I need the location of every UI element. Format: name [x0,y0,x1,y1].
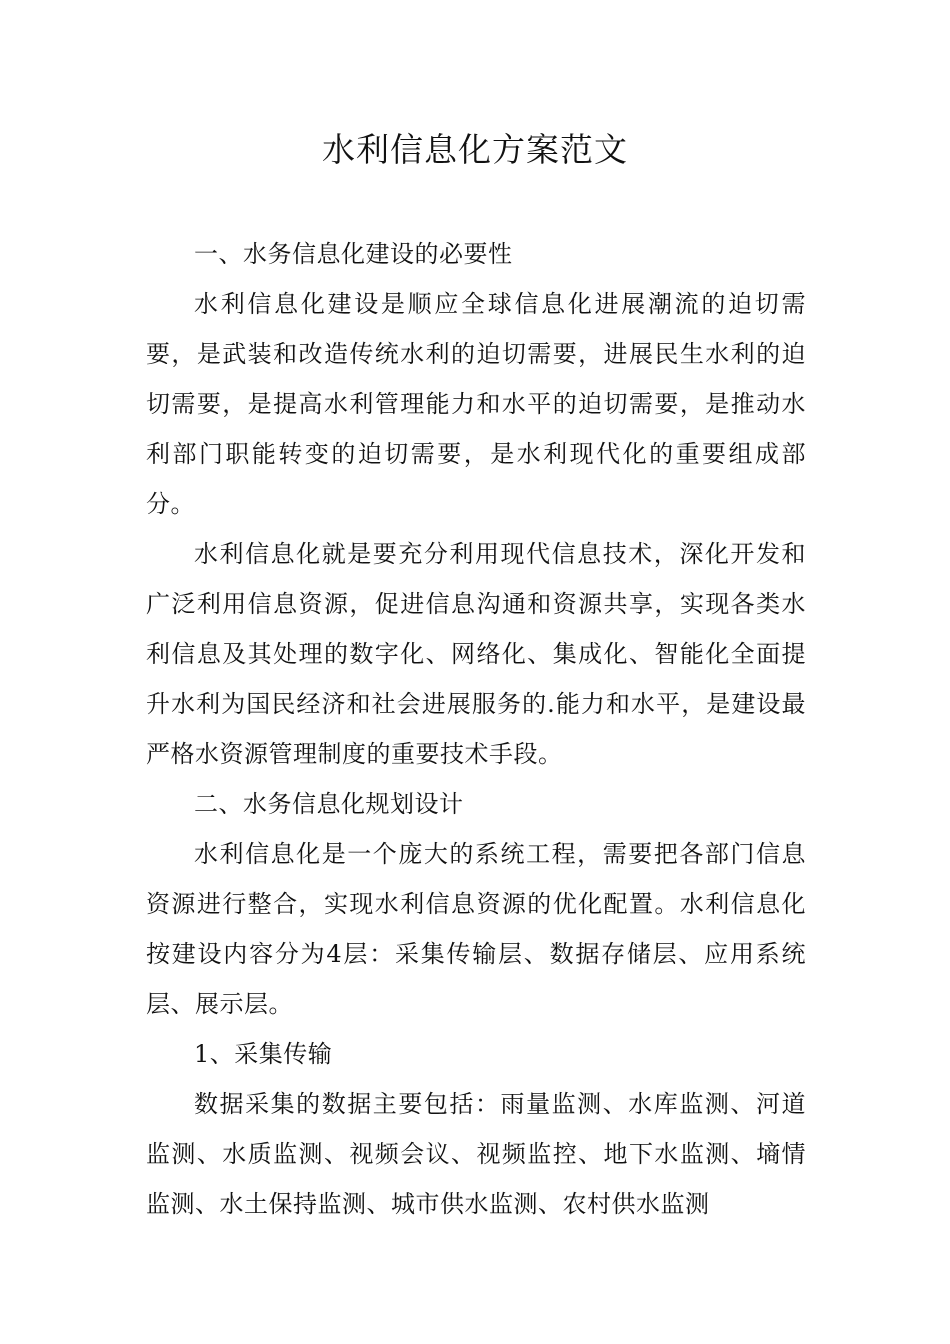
paragraph-data-collection: 数据采集的数据主要包括：雨量监测、水库监测、河道监测、水质监测、视频会议、视频监控、地下水监测、墒情监测、水土保持监测、城市供水监测、农村供水监测 [146,1090,806,1218]
subsection-heading-1: 1、采集传输 [194,1040,333,1068]
paragraph-layers: 水利信息化是一个庞大的系统工程，需要把各部门信息资源进行整合，实现水利信息资源的优化配置。水利信息化按建设内容分为4层：采集传输层、数据存储层、应用系统层、展示层。 [146,840,806,1018]
paragraph-necessity: 水利信息化建设是顺应全球信息化进展潮流的迫切需要，是武装和改造传统水利的迫切需要，进展民生水利的迫切需要，是提高水利管理能力和水平的迫切需要，是推动水利部门职能转变的迫切需要，是水利现代化的重要组成部分。 [146,290,806,518]
section-heading-2: 二、水务信息化规划设计 [194,790,464,818]
paragraph-definition: 水利信息化就是要充分利用现代信息技术，深化开发和广泛利用信息资源，促进信息沟通和资源共享，实现各类水利信息及其处理的数字化、网络化、集成化、智能化全面提升水利为国民经济和社会进展服务的.能力和水平，是建设最严格水资源管理制度的重要技术手段。 [146,540,806,768]
document-body [146,229,806,1229]
section-heading-1: 一、水务信息化建设的必要性 [194,240,513,268]
document-title: 水利信息化方案范文 [322,130,628,169]
